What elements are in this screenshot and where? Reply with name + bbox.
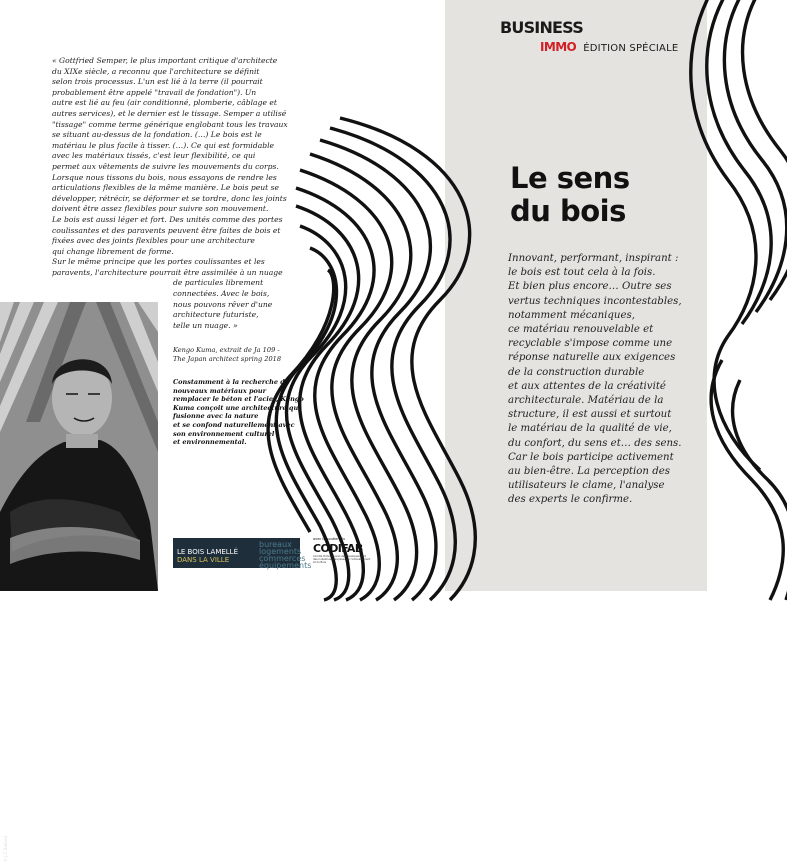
bois-lamelle-line: LE BOIS LAMELLÉ [177, 548, 239, 556]
intro-line: structure, il est aussi et surtout [508, 409, 672, 421]
headline-line: du bois [510, 194, 626, 228]
quote-line: doivent être assez flexibles pour suivre son mouvement. [52, 204, 269, 214]
intro-line: du confort, du sens et… des sens. [508, 437, 682, 449]
quote-line: Le bois est aussi léger et fort. Des unités comme des portes [52, 214, 283, 224]
quote-line: de particules librement [173, 278, 264, 288]
quote-line: "tissage" comme terme générique englobant tous les travaux [52, 119, 288, 129]
quote-line: développer, rétrécir, se déformer et se tordre, donc les joints [52, 193, 287, 203]
photo-caption [173, 378, 323, 447]
quote-line: coulissantes et des paravents peuvent être faites de bois et [52, 225, 281, 235]
quote-line: fixées avec des joints flexibles pour une architecture [52, 236, 255, 246]
portrait-photo [0, 302, 158, 862]
quote-line: probablement être appelé "travail de fondation"). Un [52, 87, 257, 97]
intro-line: recyclable s'impose comme une [508, 338, 673, 350]
quote-line: « Gottfried Semper, le plus important critique d'architecte [52, 56, 278, 65]
codifab-logo [313, 537, 371, 569]
quote-line: permet aux vêtements de suivre les mouvements du corps. [52, 161, 279, 171]
codifab-pre: avec le soutien du [313, 537, 346, 541]
quote-line: selon trois processus. L'un est lié à la terre (il pourrait [52, 77, 263, 87]
quote-line: du XIXe siècle, a reconnu que l'architecture se définit [52, 66, 260, 76]
quote-line: avec les matériaux tissés, c'est leur flexibilité, ce qui [52, 151, 256, 161]
intro-line: de la construction durable [508, 366, 645, 378]
tagline-word: bureaux [259, 540, 292, 549]
codifab-sub: Comité Professionnel de Développement des Industries Françaises de l'Ameublement et du Bois [313, 555, 371, 564]
intro-line: réponse naturelle aux exigences [508, 352, 676, 364]
edition-label: ÉDITION SPÉCIALE [583, 43, 679, 54]
quote-line: qui change librement de forme. [52, 246, 174, 256]
caption-line: Kuma conçoit une architecture qui [173, 403, 301, 412]
bois-lamelle-logo [173, 538, 312, 570]
caption-line: et se confond naturellement avec [173, 420, 295, 429]
tagline-word: équipements [259, 561, 312, 570]
bois-lamelle-name [177, 548, 238, 564]
quote-line: paravents, l'architecture pourrait être assimilée à un nuage [52, 267, 283, 277]
quote-line: Lorsque nous tissons du bois, nous essayons de rendre les [52, 172, 277, 182]
headline [510, 162, 700, 228]
quote-line: telle un nuage. » [173, 320, 238, 330]
intro-line: architecturale. Matériau de la [508, 395, 664, 407]
quote-line: connectées. Avec le bois, [173, 289, 270, 299]
intro-line: Car le bois participe activement [508, 451, 674, 463]
intro-line: des experts le confirme. [508, 494, 633, 506]
intro-line: et aux attentes de la créativité [508, 380, 666, 392]
quote-line: nous pouvons rêver d'une [173, 299, 273, 309]
quote-line: autres services), et le dernier est le tissage. Semper a utilisé [52, 108, 287, 118]
quote-line: architecture futuriste, [173, 310, 259, 320]
bois-lamelle-tagline [259, 541, 311, 569]
brand-line-immo: IMMO [540, 40, 577, 54]
quote-line: articulations flexibles de la même manière. Le bois peut se [52, 183, 280, 193]
intro-line: le matériau de la qualité de vie, [508, 423, 672, 435]
intro-line: vertus techniques incontestables, [508, 295, 682, 307]
photo-credit: © J.C.Sadaco [3, 835, 8, 862]
tagline-word: commerces [259, 554, 306, 563]
intro-paragraph [508, 252, 698, 508]
intro-line: Et bien plus encore… Outre ses [508, 281, 672, 293]
caption-line: et environnemental. [173, 438, 247, 447]
tagline-word: logements [259, 547, 302, 556]
caption-line: remplacer le béton et l'acier, Kengo [173, 395, 304, 404]
caption-line: nouveaux matériaux pour [173, 386, 267, 395]
bois-lamelle-line: DANS LA VILLE [177, 556, 230, 564]
intro-line: au bien-être. La perception des [508, 466, 671, 478]
quote-line: matériau le plus facile à tisser. (…). Ce qui est formidable [52, 140, 275, 150]
business-immo-logo [500, 20, 678, 55]
brand-line-business: BUSINESS [500, 18, 583, 37]
caption-line: fusionne avec la nature [173, 412, 259, 421]
quote-line: autre est lié au feu (air conditionné, plomberie, câblage et [52, 98, 277, 108]
headline-line: Le sens [510, 161, 630, 195]
intro-line: Innovant, performant, inspirant : [508, 253, 679, 264]
credit-line: The Japan architect spring 2018 [173, 355, 282, 363]
caption-line: Constamment à la recherche de [173, 378, 289, 386]
quote-line: Sur le même principe que les portes coulissantes et les [52, 257, 265, 267]
intro-line: ce matériau renouvelable et [508, 324, 654, 336]
intro-line: notamment mécaniques, [508, 309, 635, 321]
intro-line: utilisateurs le clame, l'analyse [508, 480, 665, 492]
portrait-illustration [0, 302, 158, 591]
architect-quote [52, 56, 302, 331]
intro-line: le bois est tout cela à la fois. [508, 267, 656, 279]
codifab-mark: CODIFAB [313, 542, 363, 555]
quote-credit [173, 346, 313, 364]
quote-line: se situant au-dessus de la fondation. (…) Le bois est le [52, 130, 262, 140]
caption-line: son environnement culturel [173, 429, 275, 438]
credit-line: Kengo Kuma, extrait de Ja 109 - [173, 346, 280, 354]
